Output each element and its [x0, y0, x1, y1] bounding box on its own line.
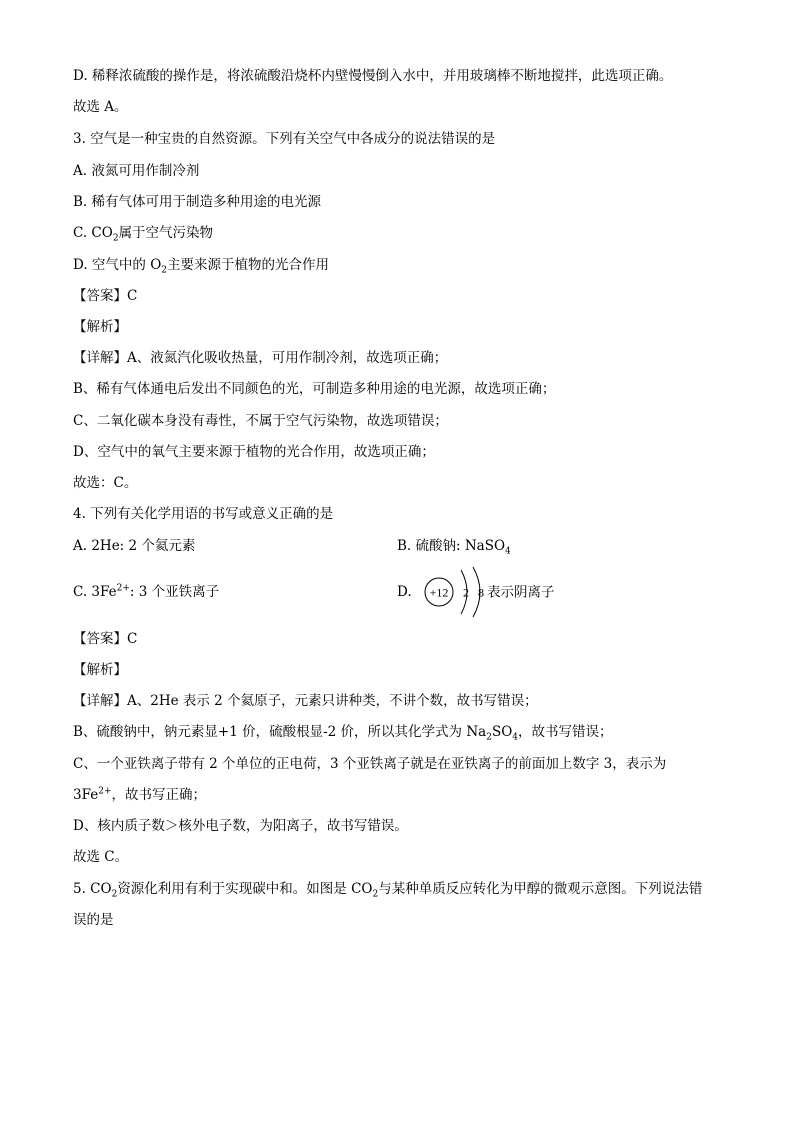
q4-option-d-label: D.	[397, 584, 412, 600]
q2-option-d: D. 稀释浓硫酸的操作是，将浓硫酸沿烧杯内壁慢慢倒入水中，并用玻璃棒不断地搅拌，此选项正确。	[73, 68, 673, 84]
electron-shell-1-count: 2	[463, 585, 469, 600]
q4-option-c: C. $3Fe^{2+}$: 3 个亚铁离子	[73, 583, 220, 600]
q3-detail-b: B、稀有气体通电后发出不同颜色的光，可制造多种用途的电光源，故选项正确；	[73, 381, 556, 397]
q3-option-d: D. 空气中的 $O_2$主要来源于植物的光合作用	[73, 257, 330, 276]
q3-analysis: 【解析】	[73, 319, 127, 335]
q4-option-b: B. 硫酸钠: NaSO$_4$	[397, 538, 511, 557]
q4-stem: 4. 下列有关化学用语的书写或意义正确的是	[73, 506, 334, 522]
q4-detail-a: 【详解】A、2He 表示 2 个氦原子，元素只讲种类，不讲个数，故书写错误；	[73, 693, 538, 709]
q4-detail-d: D、核内质子数＞核外电子数，为阳离子，故书写错误。	[73, 818, 408, 834]
q3-choose: 故选：C。	[73, 475, 138, 491]
q5-stem-line2: 误的是	[73, 912, 114, 928]
q4-analysis: 【解析】	[73, 662, 127, 678]
ion-structure-diagram	[423, 566, 555, 620]
q3-detail-a: 【详解】A、液氮汽化吸收热量，可用作制冷剂，故选项正确；	[73, 350, 448, 366]
q4-choose: 故选 C。	[73, 849, 129, 865]
q3-detail-d: D、空气中的氧气主要来源于植物的光合作用，故选项正确；	[73, 444, 435, 460]
q3-stem: 3. 空气是一种宝贵的自然资源。下列有关空气中各成分的说法错误的是	[73, 131, 496, 147]
q2-choose: 故选 A。	[73, 99, 128, 115]
q4-answer: 【答案】C	[73, 631, 138, 647]
q4-detail-b: B、硫酸钠中，钠元素显+1 价，硫酸根显-2 价，所以其化学式为 $Na_2SO_4$，故书写错误；	[73, 724, 613, 743]
q4-option-a: A. 2He: 2 个氦元素	[73, 538, 196, 554]
q3-option-a: A. 液氮可用作制冷剂	[73, 163, 200, 179]
q3-option-b: B. 稀有气体可用于制造多种用途的电光源	[73, 194, 322, 210]
q4-detail-c-line2: $3Fe^{2+}$，故书写正确；	[73, 786, 206, 803]
q5-stem-line1: 5. $CO_2$资源化利用有利于实现碳中和。如图是 $CO_2$与某种单质反应转化为甲醇的微观示意图。下列说法错	[73, 881, 703, 900]
q3-answer: 【答案】C	[73, 288, 138, 304]
q3-detail-c: C、二氧化碳本身没有毒性，不属于空气污染物，故选项错误；	[73, 413, 448, 429]
nucleus-charge: +12	[429, 585, 449, 600]
electron-shell-2-count: 8	[478, 585, 484, 600]
q4-detail-c-line1: C、一个亚铁离子带有 2 个单位的正电荷，3 个亚铁离子就是在亚铁离子的前面加上数字 3，表示为	[73, 756, 667, 772]
q4-option-d-text: 表示阴离子	[487, 584, 555, 601]
q3-option-c: C. $CO_2$属于空气污染物	[73, 225, 214, 244]
